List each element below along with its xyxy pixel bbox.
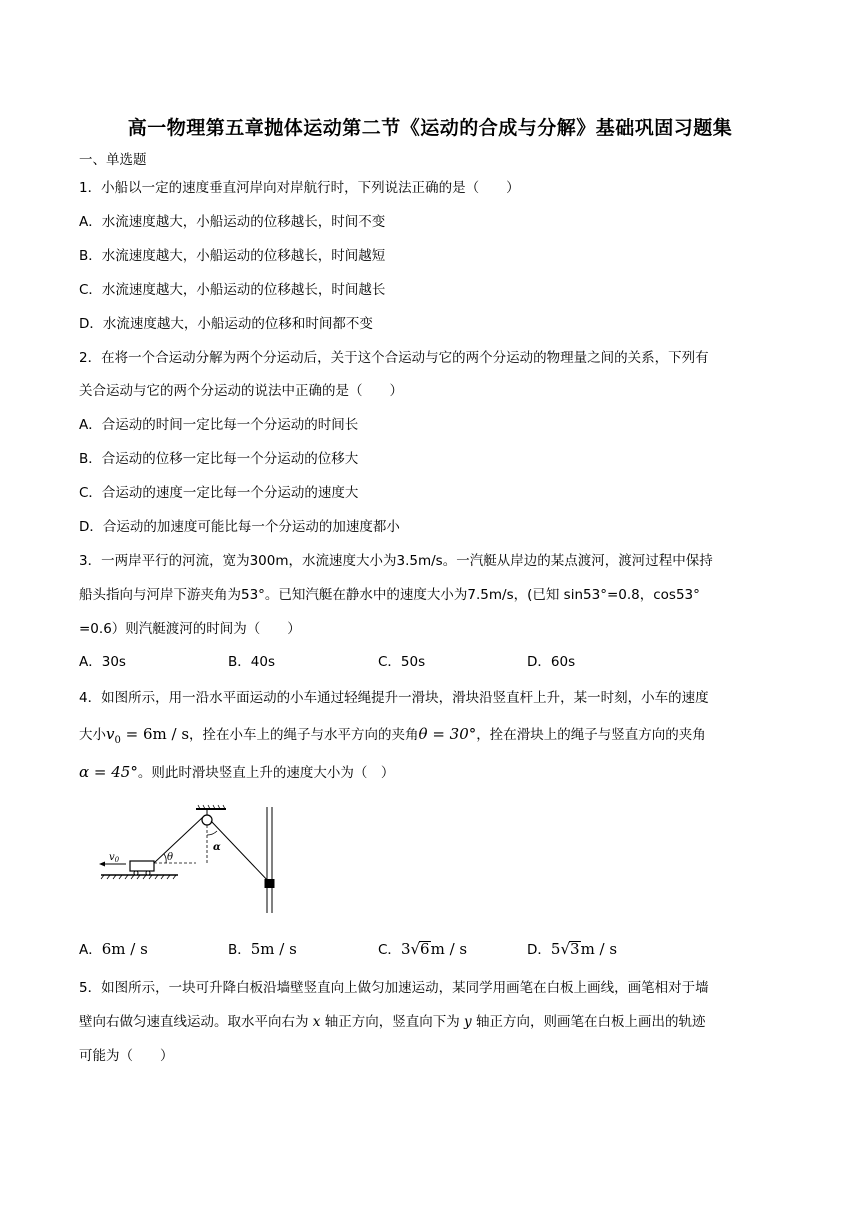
q1-option-d: D．水流速度越大，小船运动的位移和时间都不变 — [79, 316, 373, 332]
v0-label: $v_0$ — [109, 852, 120, 864]
q5-stem-line3: 可能为（ ） — [79, 1048, 174, 1064]
q5-text: 轴正方向，则画笔在白板上画出的轨迹 — [471, 1014, 706, 1030]
q3-option-a: A．30s — [79, 654, 126, 670]
q5-stem-line2 — [79, 1012, 705, 1032]
slider-block — [265, 879, 275, 888]
sqrt-sign: √ — [410, 940, 421, 958]
pulley-cart-figure — [96, 803, 286, 915]
v-subscript: 0 — [114, 735, 121, 746]
q3-option-d: D．60s — [527, 654, 576, 670]
theta-label: θ — [167, 852, 174, 863]
cart — [130, 861, 154, 871]
q5-text: 壁向右做匀速直线运动。取水平向右为 — [79, 1014, 313, 1030]
q4-stem-line2 — [79, 724, 706, 751]
alpha-label: α — [213, 842, 221, 853]
q1-option-b: B．水流速度越大，小船运动的位移越长，时间越短 — [79, 248, 386, 264]
option-value: 5m / s — [250, 940, 297, 958]
q4-option-a — [79, 939, 148, 960]
q3-stem-line2: 船头指向与河岸下游夹角为53°。已知汽艇在静水中的速度大小为7.5m/s，(已知 sin53°=0.8，cos53° — [79, 587, 700, 603]
q5-text: 轴正方向，竖直向下为 — [320, 1014, 465, 1030]
document-title: 高一物理第五章抛体运动第二节《运动的合成与分解》基础巩固习题集 — [127, 117, 733, 139]
v0-expression — [106, 725, 190, 746]
q5-stem-line1: 5．如图所示，一块可升降白板沿墙壁竖直向上做匀加速运动，某同学用画笔在白板上画线，画笔相对于墙 — [79, 980, 709, 996]
q4-option-d — [527, 939, 617, 960]
q2-option-c: C．合运动的速度一定比每一个分运动的速度大 — [79, 485, 359, 501]
q1-stem: 1．小船以一定的速度垂直河岸向对岸航行时，下列说法正确的是（ ） — [79, 180, 520, 196]
alpha-expression: α = 45° — [79, 763, 138, 781]
q2-option-b: B．合运动的位移一定比每一个分运动的位移大 — [79, 451, 359, 467]
q2-option-a: A．合运动的时间一定比每一个分运动的时间长 — [79, 417, 359, 433]
y-axis-symbol: y — [464, 1014, 472, 1030]
option-value — [551, 940, 617, 958]
q1-option-a: A．水流速度越大，小船运动的位移越长，时间不变 — [79, 214, 386, 230]
option-label: A． — [79, 942, 102, 958]
v-symbol: v — [106, 725, 115, 743]
q4-text: ，拴在小车上的绳子与水平方向的夹角 — [189, 727, 419, 743]
q2-stem-line1: 2．在将一个合运动分解为两个分运动后，关于这个合运动与它的两个分运动的物理量之间的关系，下列有 — [79, 350, 709, 366]
radicand: 6 — [420, 940, 430, 958]
cart-wheel — [134, 871, 138, 875]
q4-stem-line1: 4．如图所示，用一沿水平面运动的小车通过轻绳提升一滑块，滑块沿竖直杆上升，某一时刻，小车的速度 — [79, 690, 709, 706]
radicand: 3 — [570, 940, 580, 958]
theta-expression: θ = 30° — [418, 725, 477, 743]
q1-option-c: C．水流速度越大，小船运动的位移越长，时间越长 — [79, 282, 386, 298]
option-label: D． — [527, 942, 551, 958]
coefficient: 5 — [550, 940, 561, 958]
coefficient: 3 — [400, 940, 411, 958]
q4-text: 大小 — [79, 727, 106, 743]
rope-cart — [154, 817, 203, 863]
q3-stem-line1: 3．一两岸平行的河流，宽为300m，水流速度大小为3.5m/s。一汽艇从岸边的某点渡河，渡河过程中保持 — [79, 553, 713, 569]
q4-option-b — [228, 939, 297, 960]
pulley — [202, 815, 212, 825]
q2-stem-line2: 关合运动与它的两个分运动的说法中正确的是（ ） — [79, 383, 403, 399]
q4-option-c — [378, 939, 467, 960]
option-value: 6m / s — [101, 940, 148, 958]
section-heading: 一、单选题 — [79, 152, 147, 168]
cart-wheel — [146, 871, 150, 875]
x-axis-symbol: x — [312, 1014, 321, 1030]
v0-value: = 6m / s — [120, 725, 190, 743]
option-value — [401, 940, 467, 958]
sqrt-sign: √ — [560, 940, 571, 958]
q4-text: 。则此时滑块竖直上升的速度大小为（ ） — [137, 765, 395, 781]
q3-stem-line3: =0.6）则汽艇渡河的时间为（ ） — [79, 621, 301, 637]
option-label: C． — [378, 942, 401, 958]
unit: m / s — [580, 940, 618, 958]
unit: m / s — [430, 940, 468, 958]
q3-option-b: B．40s — [228, 654, 275, 670]
q4-text: ，拴在滑块上的绳子与竖直方向的夹角 — [476, 727, 706, 743]
q2-option-d: D．合运动的加速度可能比每一个分运动的加速度都小 — [79, 519, 400, 535]
option-label: B． — [228, 942, 251, 958]
q4-stem-line3 — [79, 762, 394, 783]
q3-option-c: C．50s — [378, 654, 426, 670]
